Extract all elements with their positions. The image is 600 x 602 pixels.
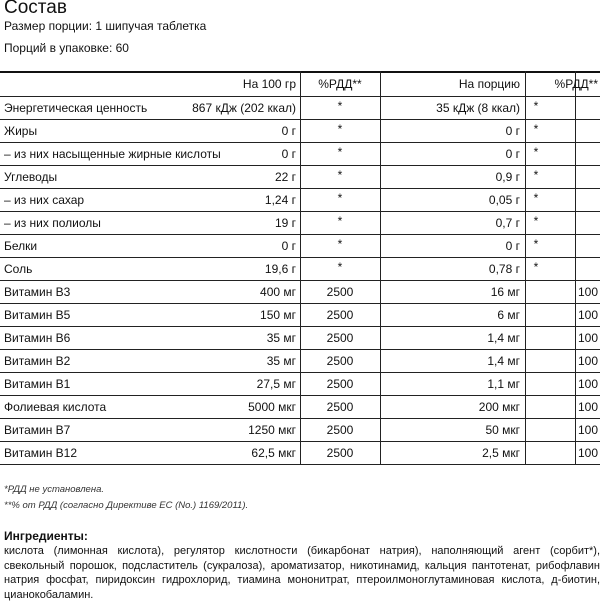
row-perserving: 200 мкг xyxy=(478,400,520,414)
row-perserving: 0,05 г xyxy=(488,193,520,207)
row-rdd100: * xyxy=(337,237,343,251)
row-perserving: 0 г xyxy=(505,239,520,253)
row-rdd100: 2500 xyxy=(326,423,354,437)
row-rddserving: * xyxy=(533,145,539,159)
row-name: – из них насыщенные жирные кислоты xyxy=(4,147,221,161)
row-per100: 0 г xyxy=(281,147,296,161)
header-per100: На 100 гр xyxy=(242,77,296,91)
row-rdd100: 2500 xyxy=(326,377,354,391)
row-perserving: 0,9 г xyxy=(495,170,520,184)
row-name: Соль xyxy=(4,262,33,276)
row-rdd100: 2500 xyxy=(326,400,354,414)
row-per100: 62,5 мкг xyxy=(251,446,296,460)
row-name: Витамин B2 xyxy=(4,354,71,368)
serving-size: Размер порции: 1 шипучая таблетка xyxy=(4,19,207,33)
row-rdd100: 2500 xyxy=(326,331,354,345)
row-per100: 0 г xyxy=(281,239,296,253)
row-rddserving: * xyxy=(533,99,539,113)
row-rddserving: 100 xyxy=(577,354,598,368)
row-name: Витамин B6 xyxy=(4,331,71,345)
servings-per-pack: Порций в упаковке: 60 xyxy=(4,41,129,55)
row-rdd100: * xyxy=(337,99,343,113)
row-perserving: 1,4 мг xyxy=(487,354,520,368)
row-rdd100: * xyxy=(337,191,343,205)
row-rddserving: 100 xyxy=(577,308,598,322)
row-rddserving: 100 xyxy=(577,423,598,437)
row-perserving: 0,7 г xyxy=(495,216,520,230)
row-per100: 19,6 г xyxy=(264,262,296,276)
row-rdd100: 2500 xyxy=(326,446,354,460)
footnote-directive: **% от РДД (согласно Директиве ЕС (No.) 1169/2011). xyxy=(4,500,249,511)
table-column-rule xyxy=(380,71,381,464)
row-rdd100: * xyxy=(337,168,343,182)
row-per100: 35 мг xyxy=(266,331,296,345)
row-per100: 27,5 мг xyxy=(256,377,296,391)
ingredients-text: кислота (лимонная кислота), регулятор кислотности (бикарбонат натрия), наполняющий агент (сорбит*), свекольный порошок, подсластитель (сукралоза), ароматизатор, никотинамид, кальция пантотенат, рибофлавин натрия фосфат, пиридоксин гидрохлорид, тиамина мононитрат, птероилмоноглутаминовая кислота, д-биотин, цианокобаламин. xyxy=(4,545,600,601)
row-name: – из них полиолы xyxy=(4,216,101,230)
row-name: Витамин B3 xyxy=(4,285,71,299)
row-perserving: 35 кДж (8 ккал) xyxy=(436,101,520,115)
header-rdd100: %РДД** xyxy=(318,77,362,91)
row-rddserving: 100 xyxy=(577,400,598,414)
row-rddserving: * xyxy=(533,168,539,182)
row-name: Фолиевая кислота xyxy=(4,400,107,414)
table-row-rule xyxy=(0,464,600,465)
footnote-rdd: *РДД не установлена. xyxy=(4,484,104,495)
row-rdd100: 2500 xyxy=(326,308,354,322)
row-rddserving: 100 xyxy=(577,446,598,460)
ingredients-title: Ингредиенты: xyxy=(4,529,88,543)
row-perserving: 0,78 г xyxy=(488,262,520,276)
row-name: Витамин B5 xyxy=(4,308,71,322)
row-rdd100: 2500 xyxy=(326,354,354,368)
row-rddserving: * xyxy=(533,191,539,205)
row-name: Витамин B1 xyxy=(4,377,71,391)
row-per100: 150 мг xyxy=(260,308,296,322)
row-name: Энергетическая ценность xyxy=(4,101,148,115)
row-rdd100: * xyxy=(337,122,343,136)
row-rdd100: 2500 xyxy=(326,285,354,299)
row-perserving: 50 мкг xyxy=(485,423,520,437)
row-name: Белки xyxy=(4,239,38,253)
row-name: Жиры xyxy=(4,124,38,138)
row-perserving: 0 г xyxy=(505,147,520,161)
row-perserving: 0 г xyxy=(505,124,520,138)
header-perserving: На порцию xyxy=(458,77,520,91)
row-per100: 400 мг xyxy=(260,285,296,299)
row-perserving: 6 мг xyxy=(497,308,520,322)
row-per100: 19 г xyxy=(274,216,296,230)
row-per100: 867 кДж (202 ккал) xyxy=(192,101,296,115)
row-perserving: 1,4 мг xyxy=(487,331,520,345)
row-per100: 5000 мкг xyxy=(248,400,296,414)
row-rddserving: * xyxy=(533,260,539,274)
row-name: Витамин B7 xyxy=(4,423,71,437)
header-rddserving: %РДД** xyxy=(554,77,598,91)
row-per100: 0 г xyxy=(281,124,296,138)
row-per100: 22 г xyxy=(274,170,296,184)
row-perserving: 16 мг xyxy=(490,285,520,299)
row-rddserving: * xyxy=(533,237,539,251)
row-rdd100: * xyxy=(337,145,343,159)
row-rddserving: * xyxy=(533,122,539,136)
row-rddserving: 100 xyxy=(577,285,598,299)
row-rdd100: * xyxy=(337,260,343,274)
row-rddserving: 100 xyxy=(577,377,598,391)
row-rddserving: 100 xyxy=(577,331,598,345)
row-perserving: 2,5 мкг xyxy=(482,446,520,460)
row-per100: 1250 мкг xyxy=(248,423,296,437)
row-per100: 1,24 г xyxy=(264,193,296,207)
row-rdd100: * xyxy=(337,214,343,228)
row-name: Витамин B12 xyxy=(4,446,78,460)
row-rddserving: * xyxy=(533,214,539,228)
row-per100: 35 мг xyxy=(266,354,296,368)
page-title: Состав xyxy=(4,0,67,18)
row-perserving: 1,1 мг xyxy=(487,377,520,391)
row-name: Углеводы xyxy=(4,170,58,184)
row-name: – из них сахар xyxy=(4,193,85,207)
